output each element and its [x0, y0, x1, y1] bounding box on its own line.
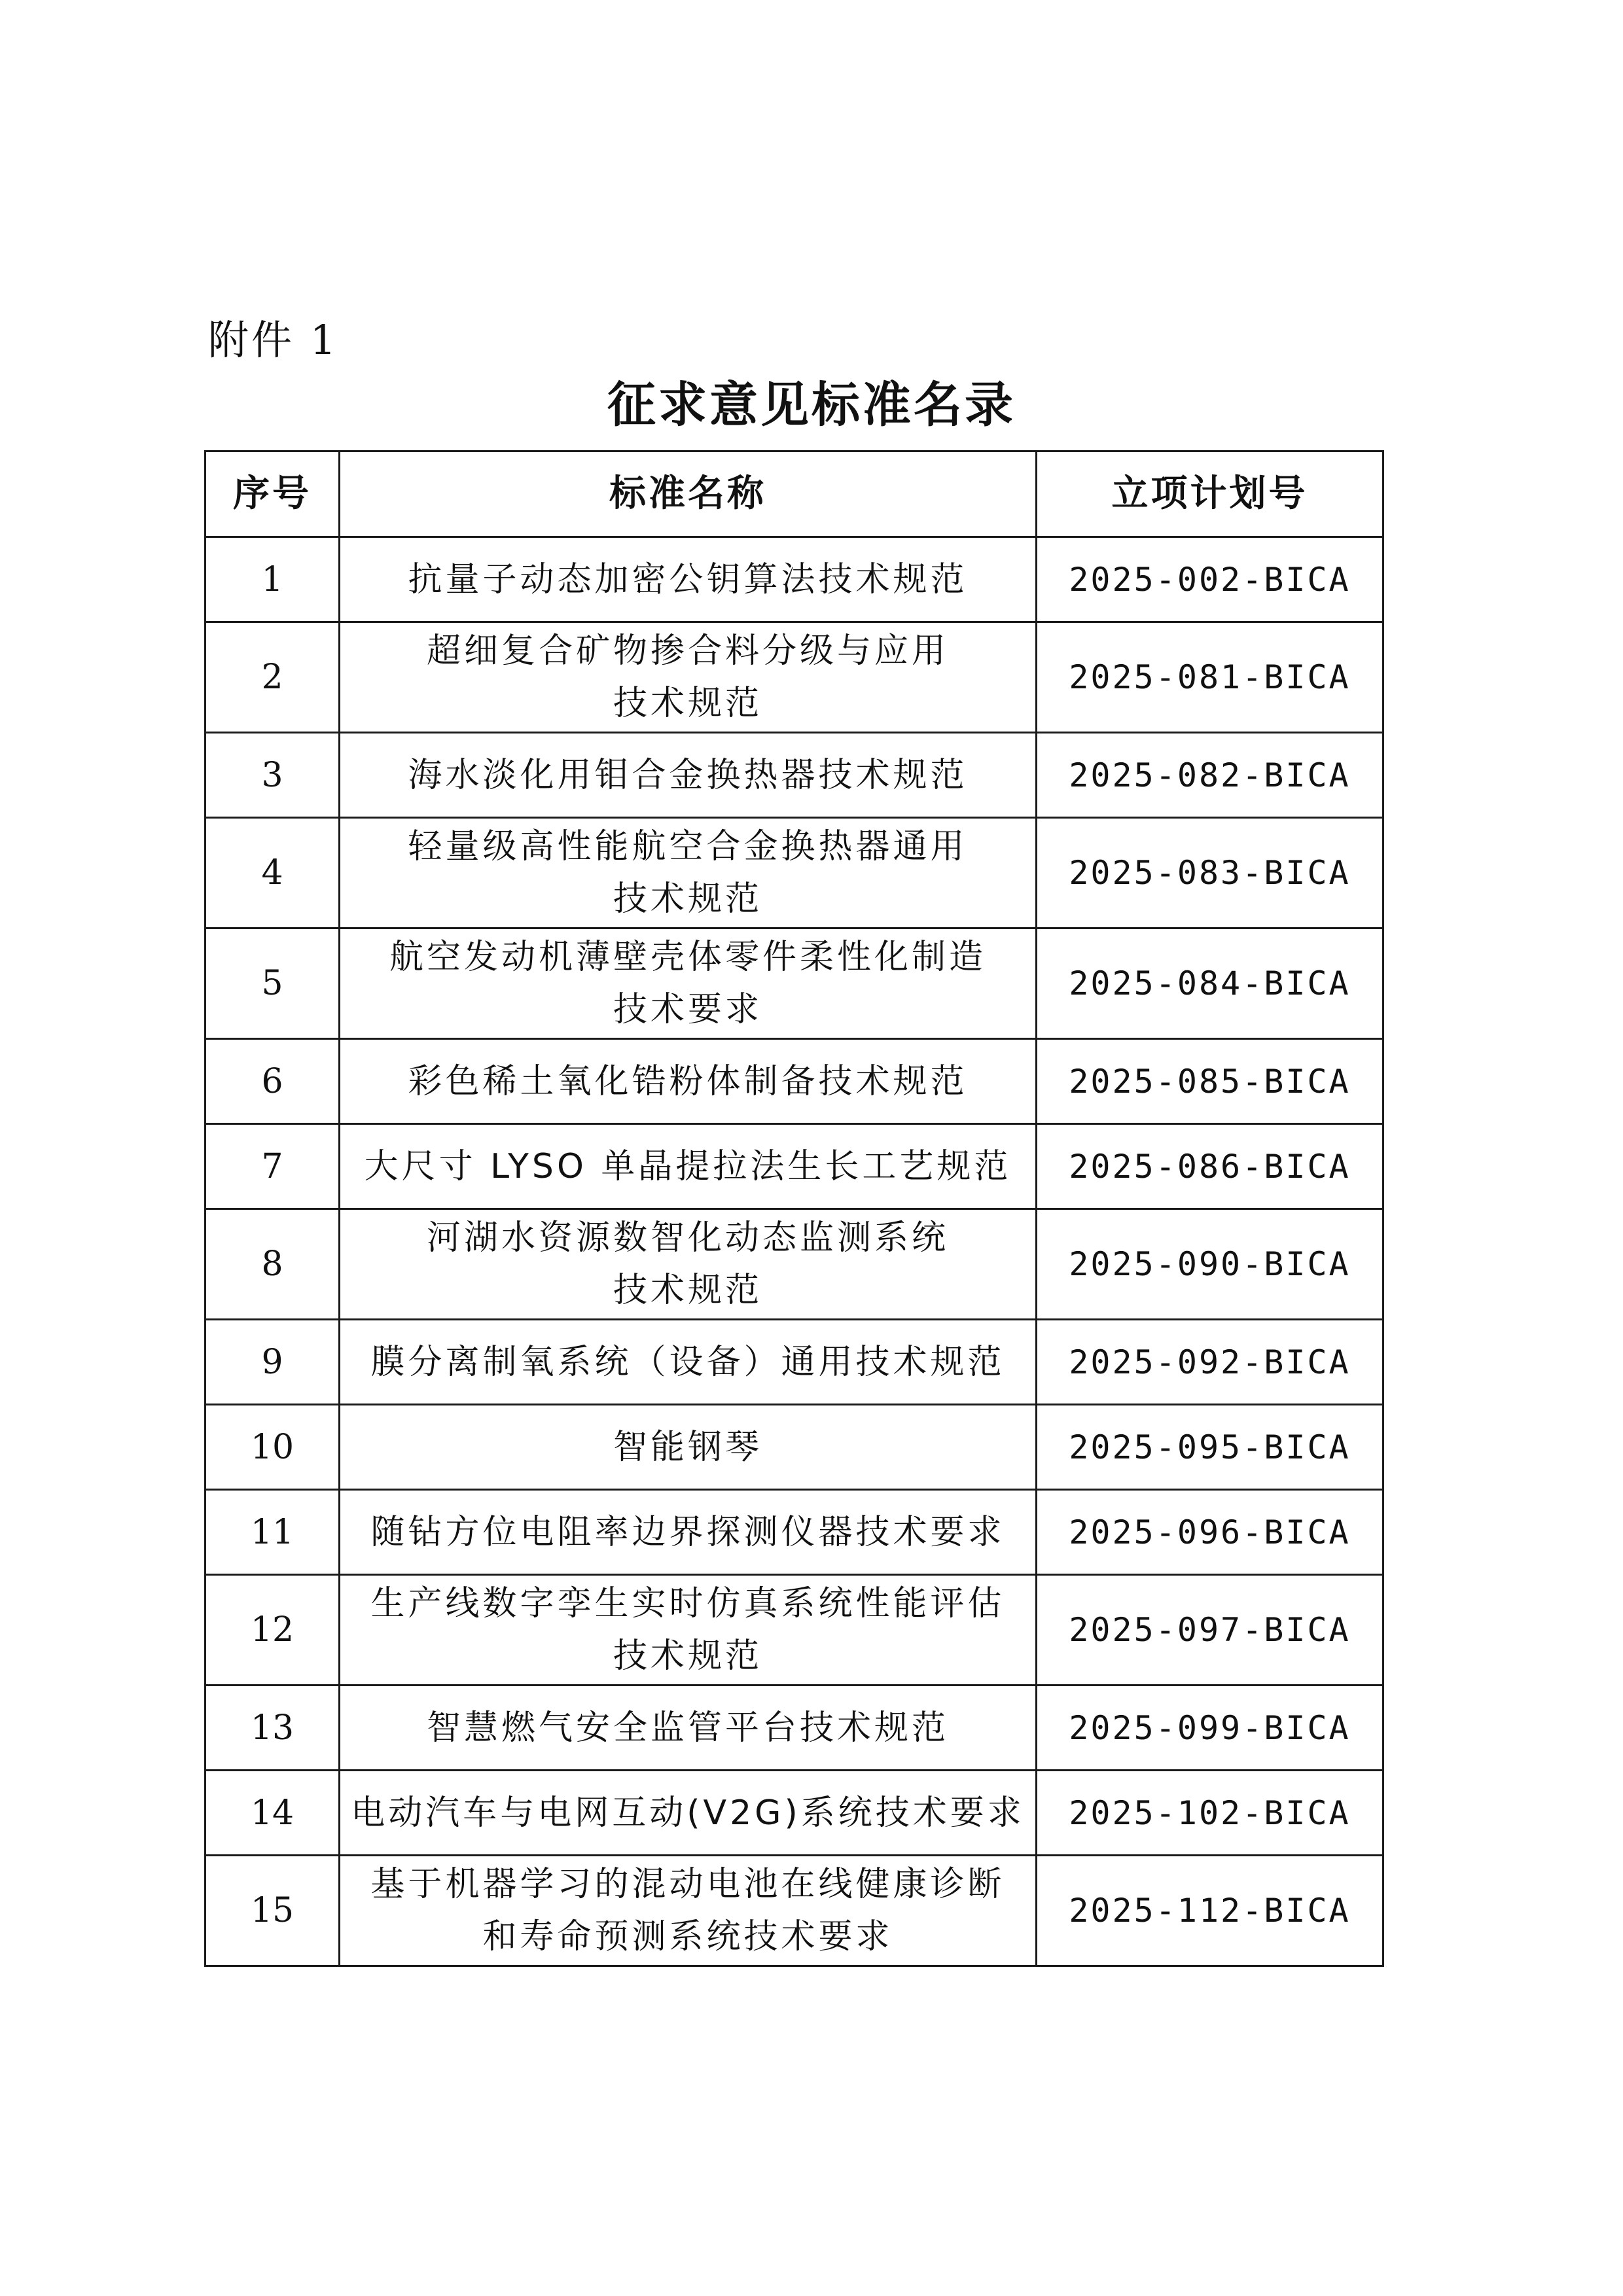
standard-name-line: 轻量级高性能航空合金换热器通用 — [408, 827, 968, 866]
table-row — [205, 1405, 1383, 1490]
serial-number-cell: 6 — [205, 1039, 340, 1124]
standard-name-cell — [340, 733, 1037, 818]
plan-number-cell: 2025-002-BICA — [1037, 537, 1383, 622]
plan-number-cell: 2025-086-BICA — [1037, 1124, 1383, 1209]
table-row — [205, 1124, 1383, 1209]
table-row — [205, 1856, 1383, 1966]
serial-number-cell: 5 — [205, 928, 340, 1039]
standard-name-cell — [340, 1405, 1037, 1490]
table-row — [205, 537, 1383, 622]
table-row — [205, 1686, 1383, 1771]
standard-name-cell — [340, 928, 1037, 1039]
standard-name-line: 和寿命预测系统技术要求 — [482, 1917, 893, 1956]
plan-number-cell: 2025-082-BICA — [1037, 733, 1383, 818]
plan-number-cell: 2025-112-BICA — [1037, 1856, 1383, 1966]
standard-name-line: 智能钢琴 — [613, 1427, 762, 1467]
standard-name-cell — [340, 1320, 1037, 1405]
serial-number-cell: 4 — [205, 818, 340, 928]
header-plan-number: 立项计划号 — [1037, 451, 1383, 537]
standard-name-line: 海水淡化用钼合金换热器技术规范 — [408, 755, 968, 795]
table-row — [205, 733, 1383, 818]
serial-number-cell: 8 — [205, 1209, 340, 1320]
header-standard-name: 标准名称 — [340, 451, 1037, 537]
plan-number-cell: 2025-102-BICA — [1037, 1771, 1383, 1856]
serial-number-cell: 10 — [205, 1405, 340, 1490]
standard-name-cell — [340, 622, 1037, 733]
standard-name-line: 河湖水资源数智化动态监测系统 — [426, 1218, 949, 1258]
standard-name-cell — [340, 1124, 1037, 1209]
standard-name-line: 技术规范 — [613, 879, 762, 919]
serial-number-cell: 2 — [205, 622, 340, 733]
table-body — [205, 537, 1383, 1966]
standard-name-line: 技术规范 — [613, 1271, 762, 1310]
table-row — [205, 1771, 1383, 1856]
plan-number-cell: 2025-084-BICA — [1037, 928, 1383, 1039]
attachment-label: 附件 1 — [208, 316, 339, 364]
standard-name-line: 抗量子动态加密公钥算法技术规范 — [408, 559, 968, 599]
plan-number-cell: 2025-081-BICA — [1037, 622, 1383, 733]
standard-name-cell — [340, 537, 1037, 622]
standard-name-cell — [340, 1771, 1037, 1856]
plan-number-cell: 2025-096-BICA — [1037, 1490, 1383, 1575]
plan-number-cell: 2025-090-BICA — [1037, 1209, 1383, 1320]
header-serial-number: 序号 — [205, 451, 340, 537]
standard-name-line: 智慧燃气安全监管平台技术规范 — [426, 1708, 949, 1748]
standard-name-cell — [340, 1686, 1037, 1771]
standard-name-line: 大尺寸 LYSO 单晶提拉法生长工艺规范 — [364, 1146, 1012, 1186]
standard-name-line: 航空发动机薄壁壳体零件柔性化制造 — [389, 938, 986, 977]
standards-table-container — [204, 450, 1382, 1967]
table-row — [205, 1039, 1383, 1124]
table-row — [205, 818, 1383, 928]
standard-name-line: 技术规范 — [613, 1636, 762, 1676]
plan-number-cell: 2025-085-BICA — [1037, 1039, 1383, 1124]
standard-name-line: 技术规范 — [613, 684, 762, 723]
standard-name-cell — [340, 818, 1037, 928]
serial-number-cell: 15 — [205, 1856, 340, 1966]
table-row — [205, 928, 1383, 1039]
plan-number-cell: 2025-083-BICA — [1037, 818, 1383, 928]
serial-number-cell: 1 — [205, 537, 340, 622]
serial-number-cell: 13 — [205, 1686, 340, 1771]
document-title: 征求意见标准名录 — [607, 377, 1016, 433]
plan-number-cell: 2025-097-BICA — [1037, 1575, 1383, 1686]
table-header-row — [205, 451, 1383, 537]
table-row — [205, 1320, 1383, 1405]
serial-number-cell: 14 — [205, 1771, 340, 1856]
plan-number-cell: 2025-099-BICA — [1037, 1686, 1383, 1771]
serial-number-cell: 3 — [205, 733, 340, 818]
standard-name-cell — [340, 1490, 1037, 1575]
standard-name-line: 随钻方位电阻率边界探测仪器技术要求 — [370, 1512, 1005, 1552]
standard-name-cell — [340, 1039, 1037, 1124]
standard-name-cell — [340, 1575, 1037, 1686]
standard-name-line: 生产线数字孪生实时仿真系统性能评估 — [370, 1584, 1005, 1623]
table-row — [205, 1490, 1383, 1575]
standard-name-line: 基于机器学习的混动电池在线健康诊断 — [370, 1865, 1005, 1904]
standard-name-line: 技术要求 — [613, 990, 762, 1029]
standard-name-line: 膜分离制氧系统（设备）通用技术规范 — [370, 1342, 1005, 1382]
standard-name-cell — [340, 1209, 1037, 1320]
serial-number-cell: 9 — [205, 1320, 340, 1405]
standard-name-cell — [340, 1856, 1037, 1966]
plan-number-cell: 2025-092-BICA — [1037, 1320, 1383, 1405]
standard-name-line: 电动汽车与电网互动(V2G)系统技术要求 — [351, 1793, 1025, 1833]
table-row — [205, 1575, 1383, 1686]
serial-number-cell: 7 — [205, 1124, 340, 1209]
table-row — [205, 622, 1383, 733]
serial-number-cell: 12 — [205, 1575, 340, 1686]
plan-number-cell: 2025-095-BICA — [1037, 1405, 1383, 1490]
standard-name-line: 超细复合矿物掺合料分级与应用 — [426, 631, 949, 671]
standard-name-line: 彩色稀土氧化锆粉体制备技术规范 — [408, 1061, 968, 1101]
standards-table — [204, 450, 1384, 1967]
serial-number-cell: 11 — [205, 1490, 340, 1575]
table-row — [205, 1209, 1383, 1320]
